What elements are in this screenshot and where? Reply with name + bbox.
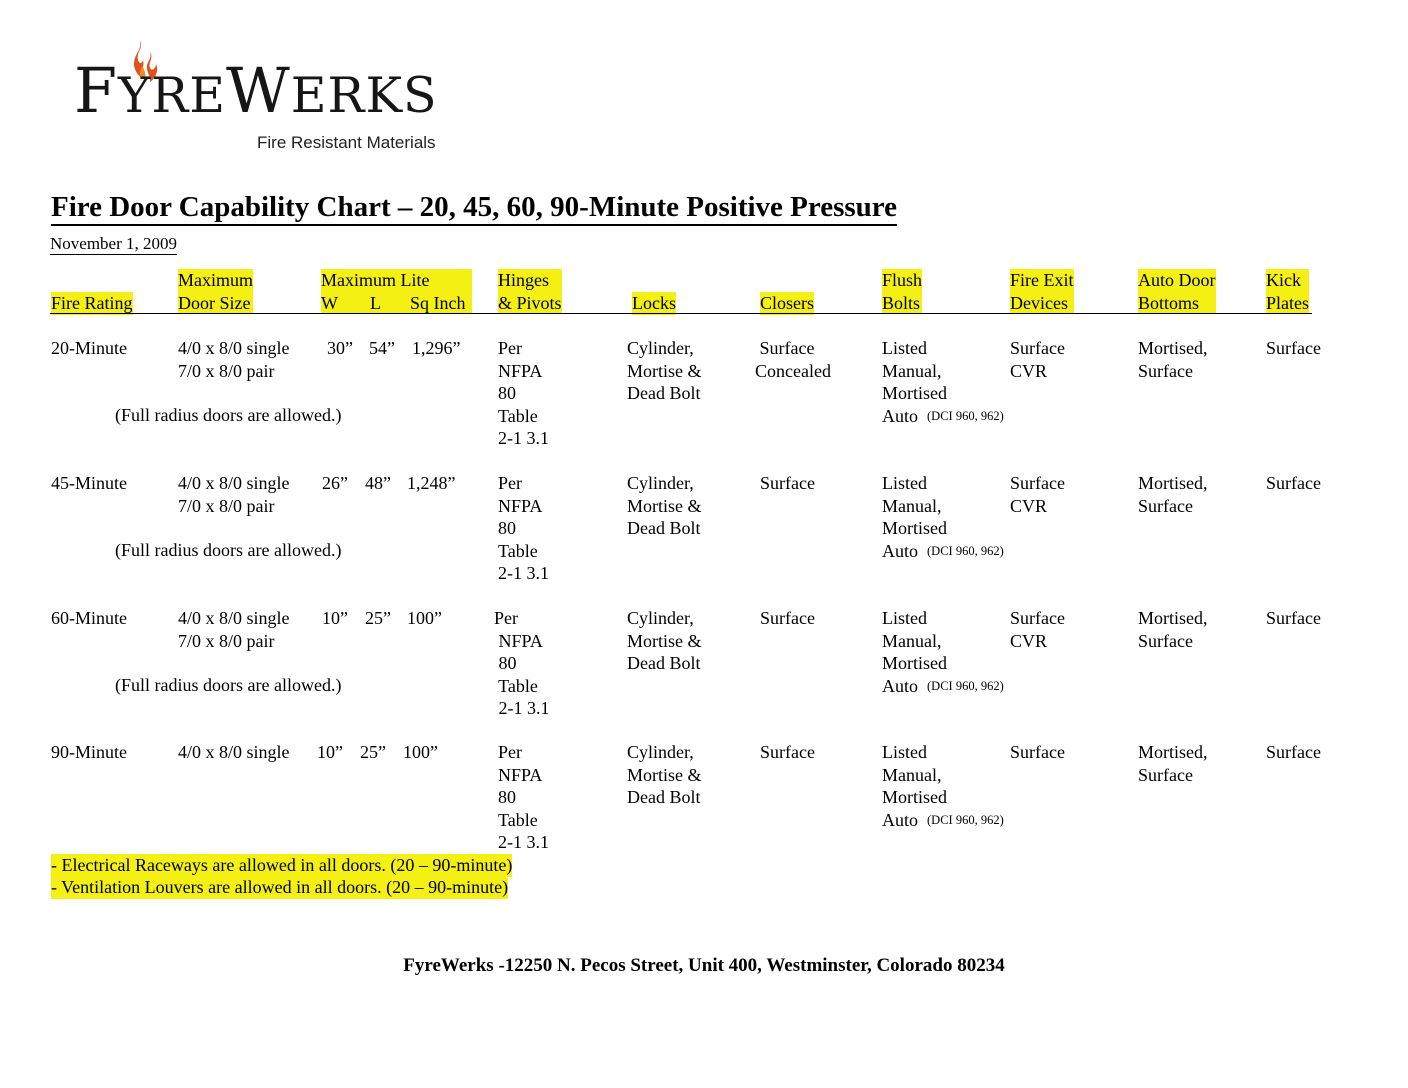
row-20-rating: 20-Minute — [51, 338, 127, 358]
row-45-locks: Cylinder, Mortise & Dead Bolt — [627, 473, 702, 538]
row-90-door-size: 4/0 x 8/0 single — [178, 742, 290, 762]
row-60-lite-w: 10” — [322, 608, 348, 628]
row-60-flush-ref: (DCI 960, 962) — [927, 679, 1004, 693]
row-90-flush-bolts: Listed Manual, Mortised Auto — [882, 742, 947, 830]
company-logo-wordmark: FYREWERKS — [74, 54, 438, 127]
row-20-hinges: Per NFPA 80 Table 2-1 3.1 — [498, 338, 549, 448]
row-20-flush-ref: (DCI 960, 962) — [927, 409, 1004, 423]
row-45-hinges: Per NFPA 80 Table 2-1 3.1 — [498, 473, 549, 583]
row-60-door-size: 4/0 x 8/0 single 7/0 x 8/0 pair — [178, 608, 290, 651]
row-20-door-size: 4/0 x 8/0 single 7/0 x 8/0 pair — [178, 338, 290, 381]
row-60-flush-bolts: Listed Manual, Mortised Auto — [882, 608, 947, 696]
row-20-locks: Cylinder, Mortise & Dead Bolt — [627, 338, 702, 403]
header-kick-plates: Kick Plates — [1266, 270, 1309, 313]
row-20-flush-bolts: Listed Manual, Mortised Auto — [882, 338, 947, 426]
row-90-closers: Surface — [760, 742, 815, 762]
row-60-locks: Cylinder, Mortise & Dead Bolt — [627, 608, 702, 673]
footer-address: FyreWerks -12250 N. Pecos Street, Unit 400, Westminster, Colorado 80234 — [403, 955, 1005, 976]
header-locks: Locks — [632, 293, 676, 313]
row-45-flush-bolts: Listed Manual, Mortised Auto — [882, 473, 947, 561]
header-hinges: Hinges & Pivots — [498, 270, 562, 313]
row-20-exit: Surface CVR — [1010, 338, 1065, 381]
row-45-kick: Surface — [1266, 473, 1321, 493]
row-20-kick: Surface — [1266, 338, 1321, 358]
row-60-kick: Surface — [1266, 608, 1321, 628]
header-fire-rating: Fire Rating — [51, 293, 133, 313]
header-divider — [50, 313, 1312, 314]
company-tagline: Fire Resistant Materials — [257, 133, 436, 152]
header-flush-bolts: Flush Bolts — [882, 270, 923, 313]
row-45-flush-ref: (DCI 960, 962) — [927, 544, 1004, 558]
row-60-note: (Full radius doors are allowed.) — [115, 675, 342, 695]
row-45-lite-l: 48” — [365, 473, 391, 493]
header-lite: Maximum Lite W L Sq Inch — [321, 269, 472, 314]
row-90-lite-l: 25” — [360, 742, 386, 762]
row-90-exit: Surface — [1010, 742, 1065, 762]
row-60-exit: Surface CVR — [1010, 608, 1065, 651]
row-60-lite-l: 25” — [365, 608, 391, 628]
row-45-lite-sq: 1,248” — [407, 473, 456, 493]
row-60-hinges: Per NFPA 80 Table 2-1 3.1 — [494, 608, 550, 718]
row-45-closers: Surface — [760, 473, 815, 493]
note-electrical-raceways: - Electrical Raceways are allowed in all doors. (20 – 90-minute) — [51, 855, 513, 875]
row-60-lite-sq: 100” — [407, 608, 442, 628]
row-20-lite-l: 54” — [369, 338, 395, 358]
note-ventilation-louvers: - Ventilation Louvers are allowed in all doors. (20 – 90-minute) — [51, 877, 509, 897]
document-date: November 1, 2009 — [50, 234, 178, 253]
row-90-flush-ref: (DCI 960, 962) — [927, 813, 1004, 827]
header-auto-door: Auto Door Bottoms — [1138, 270, 1216, 313]
row-45-lite-w: 26” — [322, 473, 348, 493]
row-90-lite-sq: 100” — [403, 742, 438, 762]
row-60-rating: 60-Minute — [51, 608, 127, 628]
row-60-auto-bottoms: Mortised, Surface — [1138, 608, 1208, 651]
row-20-lite-w: 30” — [327, 338, 353, 358]
row-45-door-size: 4/0 x 8/0 single 7/0 x 8/0 pair — [178, 473, 290, 516]
header-door-size: Maximum Door Size — [178, 270, 253, 313]
header-fire-exit: Fire Exit Devices — [1010, 270, 1074, 313]
row-45-note: (Full radius doors are allowed.) — [115, 540, 342, 560]
row-20-note: (Full radius doors are allowed.) — [115, 405, 342, 425]
row-20-closers: Surface Concealed — [755, 338, 831, 381]
row-90-locks: Cylinder, Mortise & Dead Bolt — [627, 742, 702, 807]
row-90-kick: Surface — [1266, 742, 1321, 762]
row-45-rating: 45-Minute — [51, 473, 127, 493]
row-90-rating: 90-Minute — [51, 742, 127, 762]
row-20-lite-sq: 1,296” — [412, 338, 461, 358]
header-closers: Closers — [760, 293, 814, 313]
row-45-auto-bottoms: Mortised, Surface — [1138, 473, 1208, 516]
row-20-auto-bottoms: Mortised, Surface — [1138, 338, 1208, 381]
row-90-auto-bottoms: Mortised, Surface — [1138, 742, 1208, 785]
document-title: Fire Door Capability Chart – 20, 45, 60, 90-Minute Positive Pressure — [51, 190, 897, 226]
row-45-exit: Surface CVR — [1010, 473, 1065, 516]
row-90-lite-w: 10” — [317, 742, 343, 762]
row-90-hinges: Per NFPA 80 Table 2-1 3.1 — [498, 742, 549, 852]
row-60-closers: Surface — [760, 608, 815, 628]
